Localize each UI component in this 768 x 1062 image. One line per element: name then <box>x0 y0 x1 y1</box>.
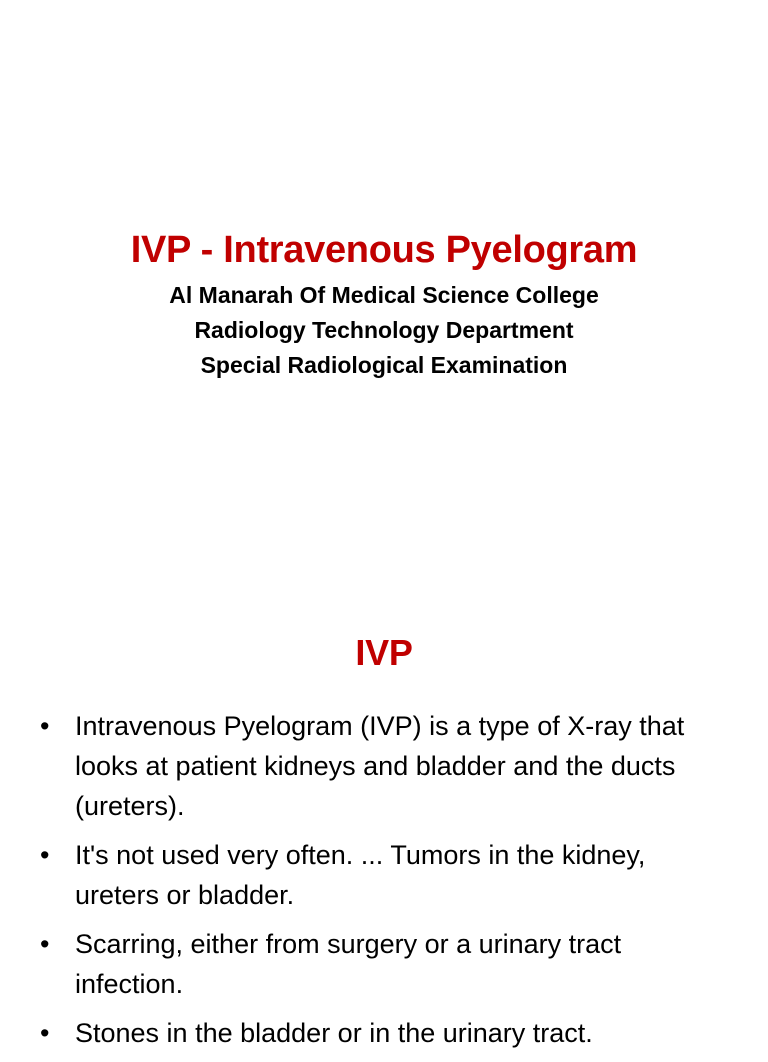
bullet-text: It's not used very often. ... Tumors in the kidney, ureters or bladder. <box>75 840 646 910</box>
bullet-list <box>40 706 730 1062</box>
bullet-icon: • <box>40 840 50 870</box>
subtitle-line-college: Al Manarah Of Medical Science College <box>169 282 599 308</box>
slide-title: IVP - Intravenous Pyelogram <box>130 229 638 271</box>
bullet-item <box>40 924 730 1004</box>
bullet-item <box>40 1013 730 1053</box>
bullet-item <box>40 706 730 826</box>
bullet-icon: • <box>40 1018 50 1048</box>
bullet-item <box>40 835 730 915</box>
bullet-text: Stones in the bladder or in the urinary tract. <box>75 1018 593 1048</box>
subtitle-line-course: Special Radiological Examination <box>200 352 568 378</box>
bullet-icon: • <box>40 929 50 959</box>
bullet-text: Intravenous Pyelogram (IVP) is a type of X-ray that looks at patient kidneys and bladder and the ducts (ureters). <box>75 711 685 821</box>
bullet-text: Scarring, either from surgery or a urinary tract infection. <box>75 929 622 999</box>
content-slide <box>0 576 768 1048</box>
slide-heading: IVP <box>355 632 413 673</box>
bullet-icon: • <box>40 711 50 741</box>
subtitle-line-department: Radiology Technology Department <box>194 317 574 343</box>
slide-subtitle <box>0 278 768 383</box>
